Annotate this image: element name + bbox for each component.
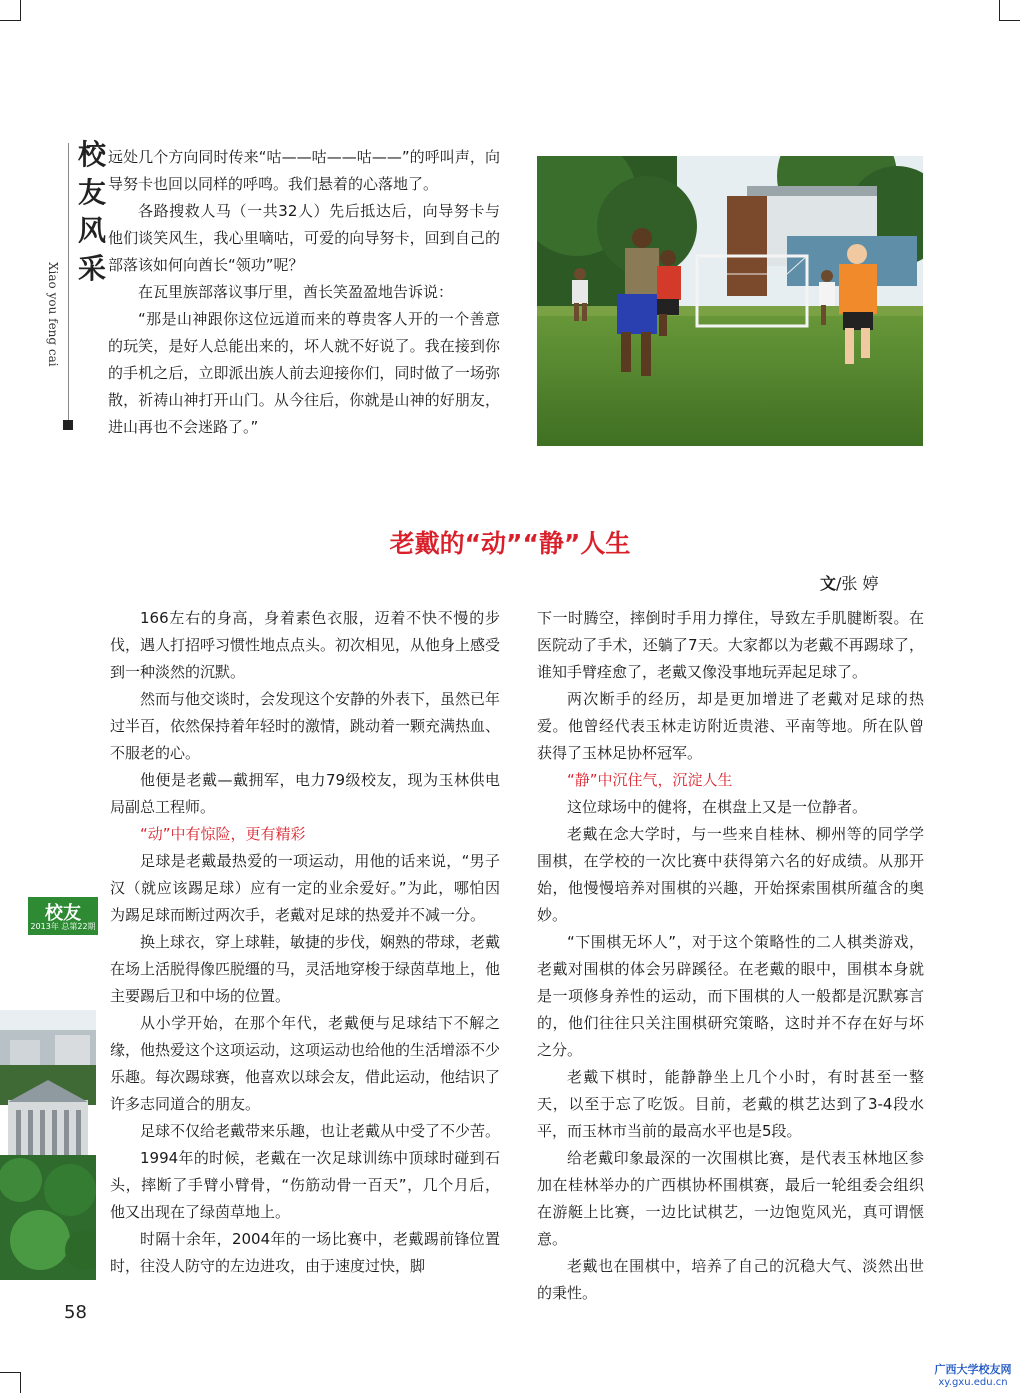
section-title-char: 风 <box>77 214 106 247</box>
paragraph: 远处几个方向同时传来“咕——咕——咕——”的呼叫声，向导努卡也回以同样的呼鸣。我们悬着的心落地了。 <box>108 148 500 193</box>
subheading: “静”中沉住气，沉淀人生 <box>567 771 733 789</box>
paragraph: 两次断手的经历，却是更加增进了老戴对足球的热爱。他曾经代表玉林走访附近贵港、平南等地。所在队曾获得了玉林足协杯冠军。 <box>537 690 924 762</box>
paragraph: 老戴在念大学时，与一些来自桂林、柳州等的同学学围棋，在学校的一次比赛中获得第六名的好成绩。从那开始，他慢慢培养对围棋的兴趣，开始探索围棋所蕴含的奥妙。 <box>537 825 924 924</box>
paragraph: 时隔十余年，2004年的一场比赛中，老戴踢前锋位置时，往没人防守的左边进攻，由于速度过快，脚 <box>110 1230 500 1275</box>
paragraph: 换上球衣，穿上球鞋，敏捷的步伐，娴熟的带球，老戴在场上活脱得像匹脱缰的马，灵活地穿梭于绿茵草地上，他主要踢后卫和中场的位置。 <box>110 933 501 1005</box>
paragraph: 在瓦里族部落议事厅里，酋长笑盈盈地告诉说： <box>138 283 454 301</box>
paragraph: 166左右的身高，身着素色衣服，迈着不快不慢的步伐，遇人打招呼习惯性地点点头。初次相见，从他身上感受到一种淡然的沉默。 <box>110 609 501 681</box>
paragraph: 足球不仅给老戴带来乐趣，也让老戴从中受了不少苦。 <box>140 1122 501 1140</box>
section-marker <box>63 420 73 430</box>
paragraph: 这位球场中的健将，在棋盘上又是一位静者。 <box>567 798 868 816</box>
article-column-1 <box>110 605 500 1280</box>
article-title: 老戴的“动”“静”人生 <box>389 529 631 558</box>
paragraph: 老戴也在围棋中，培养了自己的沉稳大气、淡然出世的秉性。 <box>537 1257 924 1302</box>
paragraph: “那是山神跟你这位远道而来的尊贵客人开的一个善意的玩笑，是好人总能出来的，坏人就不好说了。我在接到你的手机之后，立即派出族人前去迎接你们，同时做了一场弥散，祈祷山神打开山门。从今往后，你就是山神的好朋友，进山再也不会迷路了。” <box>108 310 500 436</box>
top-text-block <box>108 144 500 441</box>
paragraph: 1994年的时候，老戴在一次足球训练中顶球时碰到石头，摔断了手臂小臂骨，“伤筋动骨一百天”，几个月后，他又出现在了绿茵草地上。 <box>110 1149 500 1221</box>
page-number: 58 <box>64 1302 87 1323</box>
subheading: “动”中有惊险，更有精彩 <box>140 825 306 843</box>
crop-mark-bottom-left <box>0 1372 21 1393</box>
paragraph: 足球是老戴最热爱的一项运动，用他的话来说，“男子汉（就应该踢足球）应有一定的业余爱好。”为此，哪怕因为踢足球而断过两次手，老戴对足球的热爱并不减一分。 <box>110 852 500 924</box>
section-title-char: 采 <box>77 252 106 285</box>
paragraph: 下一时腾空，摔倒时手用力撑住，导致左手肌腱断裂。在医院动了手术，还躺了7天。大家都以为老戴不再踢球了，谁知手臂痊愈了，老戴又像没事地玩弄起足球了。 <box>537 609 924 681</box>
paragraph: 然而与他交谈时，会发现这个安静的外表下，虽然已年过半百，依然保持着年轻时的激情，跳动着一颗充满热血、不服老的心。 <box>110 690 501 762</box>
paragraph: 他便是老戴—戴拥军，电力79级校友，现为玉林供电局副总工程师。 <box>110 771 500 816</box>
section-pinyin: Xiao you feng cai <box>46 262 60 367</box>
site-watermark <box>926 1363 1020 1389</box>
author-name: /张 婷 <box>836 574 879 593</box>
magazine-name: 校友 <box>45 903 81 924</box>
paragraph: 从小学开始，在那个年代，老戴便与足球结下不解之缘，他热爱这个这项运动，这项运动也给他的生活增添不少乐趣。每次踢球赛，他喜欢以球会友，借此运动，他结识了许多志同道合的朋友。 <box>110 1014 501 1113</box>
section-title <box>76 136 108 288</box>
campus-photo-strip <box>0 1010 96 1280</box>
article-column-2 <box>537 605 924 1307</box>
author-label: 文 <box>820 574 837 593</box>
section-title-char: 友 <box>77 176 106 209</box>
crop-mark-top-right <box>999 0 1020 21</box>
article-author <box>820 571 920 594</box>
football-photo <box>537 156 923 446</box>
paragraph: “下围棋无坏人”，对于这个策略性的二人棋类游戏，老戴对围棋的体会另辟蹊径。在老戴的眼中，围棋本身就是一项修身养性的运动，而下围棋的人一般都是沉默寡言的，他们往往只关注围棋研究策略，这时并不存在好与坏之分。 <box>537 933 924 1059</box>
paragraph: 给老戴印象最深的一次围棋比赛，是代表玉林地区参加在桂林举办的广西棋协杯围棋赛，最后一轮组委会组织在游艇上比赛，一边比试棋艺，一边饱览风光，真可谓惬意。 <box>537 1149 924 1248</box>
paragraph: 老戴下棋时，能静静坐上几个小时，有时甚至一整天，以至于忘了吃饭。目前，老戴的棋艺达到了3-4段水平，而玉林市当前的最高水平也是5段。 <box>537 1068 924 1140</box>
section-title-char: 校 <box>77 138 106 171</box>
watermark-url: xy.gxu.edu.cn <box>938 1377 1008 1388</box>
watermark-name: 广西大学校友网 <box>934 1363 1012 1376</box>
magazine-badge <box>28 897 98 935</box>
section-divider <box>68 143 69 423</box>
paragraph: 各路搜救人马（一共32人）先后抵达后，向导努卡与他们谈笑风生，我心里嘀咕，可爱的向导努卡，回到自己的部落该如何向酋长“领功”呢？ <box>108 202 500 274</box>
crop-mark-top-left <box>0 0 21 21</box>
magazine-issue: 2013年 总第22期 <box>30 922 96 931</box>
